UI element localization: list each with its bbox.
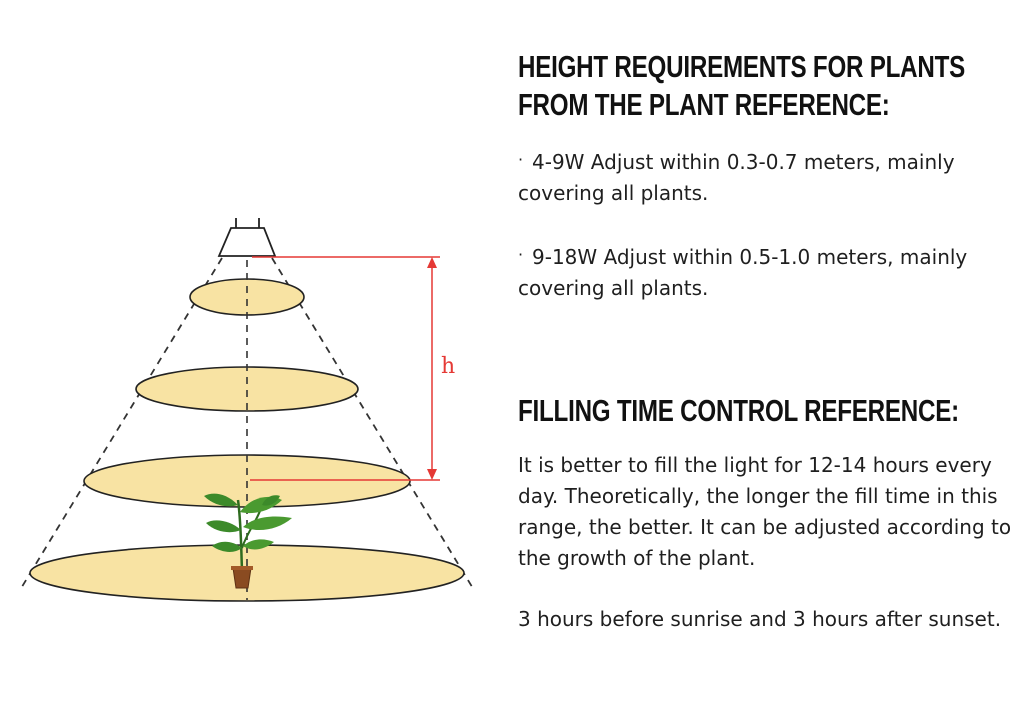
lamp-icon bbox=[219, 218, 275, 256]
sunrise-sunset-note: 3 hours before sunrise and 3 hours after sunset. bbox=[518, 607, 1002, 631]
light-cone-diagram bbox=[0, 0, 500, 712]
bullet-item-high-wattage bbox=[518, 239, 1018, 304]
cone-edge-left bbox=[20, 258, 222, 590]
bullet-marker: · bbox=[518, 245, 524, 264]
height-label: h bbox=[441, 354, 456, 379]
bullet-marker: · bbox=[518, 150, 524, 169]
filling-time-paragraph: It is better to fill the light for 12-14 hours every day. Theoretically, the longer the fill time in this range, the better. It can be adjusted according to the growth of the plant. bbox=[518, 453, 1012, 570]
bullet-item-low-wattage bbox=[518, 144, 1018, 209]
text-panel bbox=[518, 48, 1018, 635]
bullet-text: 9-18W Adjust within 0.5-1.0 meters, mainly covering all plants. bbox=[518, 245, 968, 300]
height-requirements-heading: HEIGHT REQUIREMENTS FOR PLANTS FROM THE PLANT REFERENCE: bbox=[518, 49, 966, 122]
bullet-text: 4-9W Adjust within 0.3-0.7 meters, mainly covering all plants. bbox=[518, 150, 955, 205]
light-disc-1 bbox=[190, 279, 304, 315]
filling-time-heading: FILLING TIME CONTROL REFERENCE: bbox=[518, 393, 959, 428]
cone-edge-right bbox=[272, 258, 474, 590]
